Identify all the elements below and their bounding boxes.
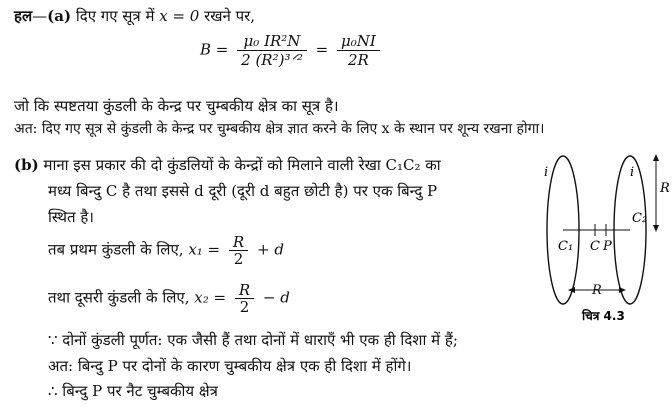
current-label-1: i	[544, 165, 549, 180]
part-a-letter: (a)	[47, 7, 72, 25]
current-label-2: i	[630, 165, 635, 180]
midpoint-label: C	[590, 239, 600, 254]
fraction-1	[237, 32, 307, 69]
solution-label: हल	[14, 7, 33, 25]
part-b-letter: (b)	[14, 156, 39, 174]
figure-caption: चित्र 4.3	[582, 309, 625, 323]
separation-arrow-right	[619, 287, 626, 293]
part-b-text-1: माना इस प्रकार की दो कुंडलियों के केन्द्रों को मिलाने वाली रेखा C₁C₂ का	[43, 156, 441, 174]
part-a-intro: दिए गए सूत्र में	[75, 7, 155, 25]
x1-equation	[48, 234, 284, 267]
part-b-line-2: मध्य बिन्दु C है तथा इससे d दूरी (दूरी d बहुत छोटी है) पर एक बिन्दु P	[48, 182, 438, 200]
part-a-line-3: अत: दिए गए सूत्र से कुंडली के केन्द्र पर चुम्बकीय क्षेत्र ज्ञात करने के लिए x के स्थान पर शून्य रखना होगा।	[14, 121, 545, 137]
therefore-line: ∴ बिन्दु P पर नैट चुम्बकीय क्षेत्र	[48, 382, 218, 400]
radius-label: R	[660, 181, 670, 196]
equation-B	[200, 32, 384, 69]
fraction-2	[337, 32, 380, 69]
because-line: ∵ दोनों कुंडली पूर्णत: एक जैसी हैं तथा दोनों में धाराएँ भी एक ही दिशा में हैं;	[48, 331, 458, 349]
x1-numerator: R	[229, 234, 248, 251]
x2-fraction	[235, 282, 254, 315]
eq-equals: =	[315, 40, 329, 59]
center-2-label: C₂	[632, 211, 648, 226]
coil-diagram	[540, 152, 668, 326]
x2-text: तथा दूसरी कुंडली के लिए,	[48, 288, 190, 307]
fraction-2-numerator: μ₀NI	[337, 32, 380, 51]
radius-arrow-bottom	[653, 225, 659, 232]
point-P-label: P	[603, 239, 612, 254]
x1-lhs: x₁ =	[188, 240, 221, 259]
x-equals-zero: x = 0	[159, 7, 200, 25]
x1-rhs: + d	[256, 240, 284, 259]
x2-equation	[48, 282, 290, 315]
part-a-line-2: जो कि स्पष्टतया कुंडली के केन्द्र पर चुम्बकीय क्षेत्र का सूत्र है।	[14, 97, 339, 115]
x2-denominator: 2	[239, 298, 250, 316]
x2-rhs: − d	[262, 288, 290, 307]
x1-fraction	[229, 234, 248, 267]
dash: —	[32, 7, 48, 25]
eq-B-lhs: B =	[200, 40, 229, 59]
fraction-1-denominator: 2 (R²)³ᐟ²	[241, 51, 303, 69]
part-b-line-1	[14, 155, 441, 175]
fraction-2-denominator: 2R	[347, 51, 369, 69]
part-a-intro-end: रखने पर,	[204, 7, 256, 25]
x2-lhs: x₂ =	[194, 288, 227, 307]
part-b-line-3: स्थित है।	[48, 208, 94, 226]
radius-arrow-top	[653, 154, 659, 161]
hence-line: अत: बिन्दु P पर दोनों के कारण चुम्बकीय क्षेत्र एक ही दिशा में होंगे।	[48, 357, 412, 375]
x1-text: तब प्रथम कुंडली के लिए,	[48, 240, 184, 259]
center-1-label: C₁	[558, 239, 574, 254]
separation-label: R	[592, 283, 602, 298]
part-a-line-1	[14, 6, 255, 26]
fraction-1-numerator: μ₀ IR²N	[237, 32, 307, 51]
x1-denominator: 2	[233, 250, 244, 268]
x2-numerator: R	[235, 282, 254, 299]
